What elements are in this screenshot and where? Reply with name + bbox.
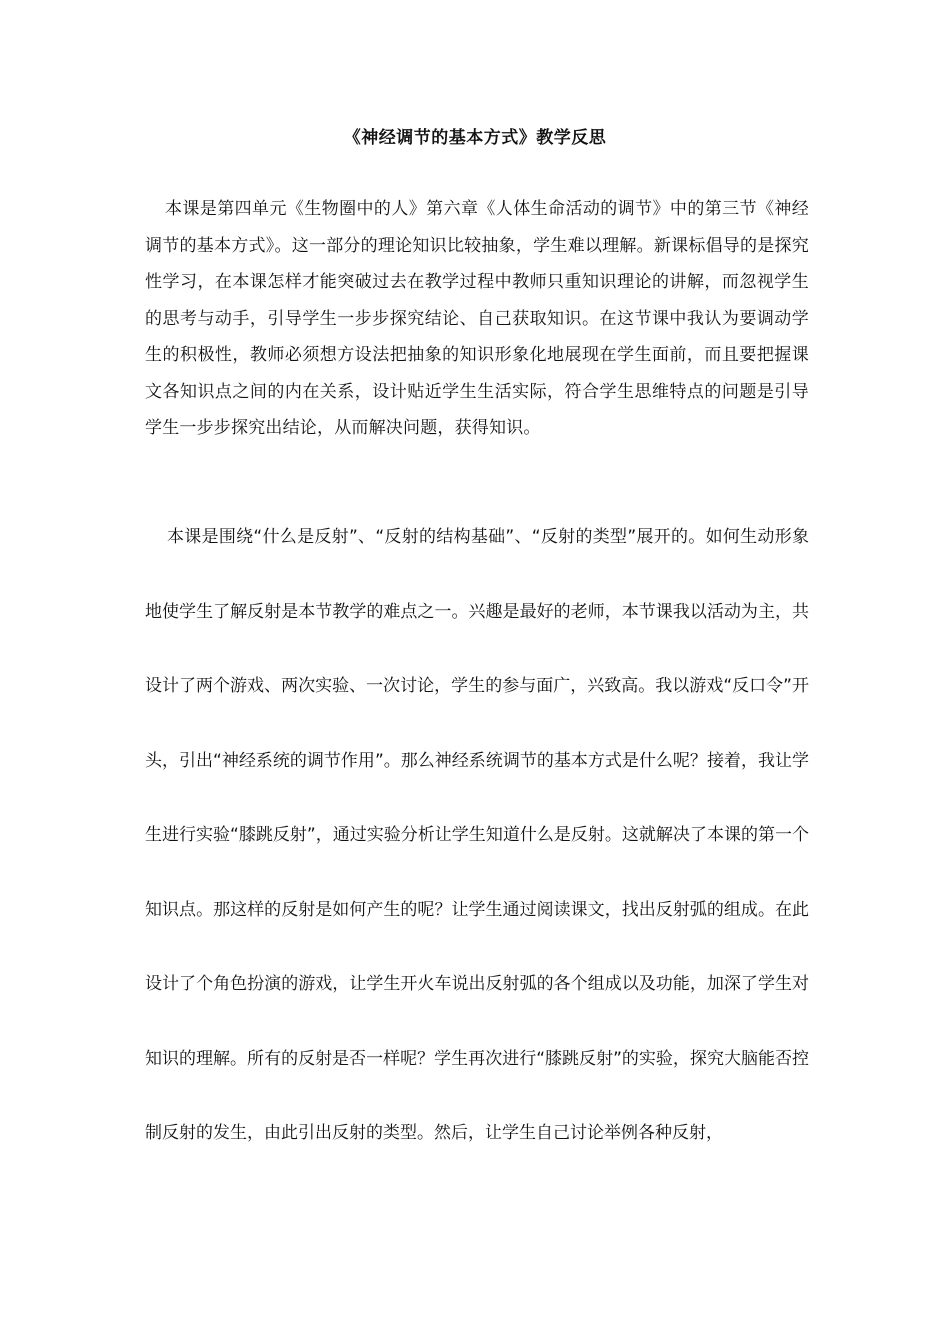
paragraph-intro: 本课是第四单元《生物圈中的人》第六章《人体生命活动的调节》中的第三节《神经调节的基本方式》。这一部分的理论知识比较抽象，学生难以理解。新课标倡导的是探究性学习，在本课怎样才能突破过去在教学过程中教师只重知识理论的讲解，而忽视学生的思考与动手，引导学生一步步探究结论、自己获取知识。在这节课中我认为要调动学生的积极性，教师必须想方设法把抽象的知识形象化地展现在学生面前，而且要把握课文各知识点之间的内在关系，设计贴近学生生活实际，符合学生思维特点的问题是引导学生一步步探究出结论，从而解决问题，获得知识。 [145, 199, 809, 438]
page-title: 《神经调节的基本方式》教学反思 [343, 128, 607, 148]
paragraph-reflection: 本课是围绕“什么是反射”、“反射的结构基础”、“反射的类型”展开的。如何生动形象地使学生了解反射是本节教学的难点之一。兴趣是最好的老师，本节课我以活动为主，共设计了两个游戏、两次实验、一次讨论，学生的参与面广，兴致高。我以游戏“反口令”开头，引出“神经系统的调节作用”。那么神经系统调节的基本方式是什么呢？接着，我让学生进行实验“膝跳反射”，通过实验分析让学生知道什么是反射。这就解决了本课的第一个知识点。那这样的反射是如何产生的呢？让学生通过阅读课文，找出反射弧的组成。在此设计了个角色扮演的游戏，让学生开火车说出反射弧的各个组成以及功能，加深了学生对知识的理解。所有的反射是否一样呢？学生再次进行“膝跳反射”的实验，探究大脑能否控制反射的发生，由此引出反射的类型。然后，让学生自己讨论举例各种反射， [145, 527, 809, 1143]
